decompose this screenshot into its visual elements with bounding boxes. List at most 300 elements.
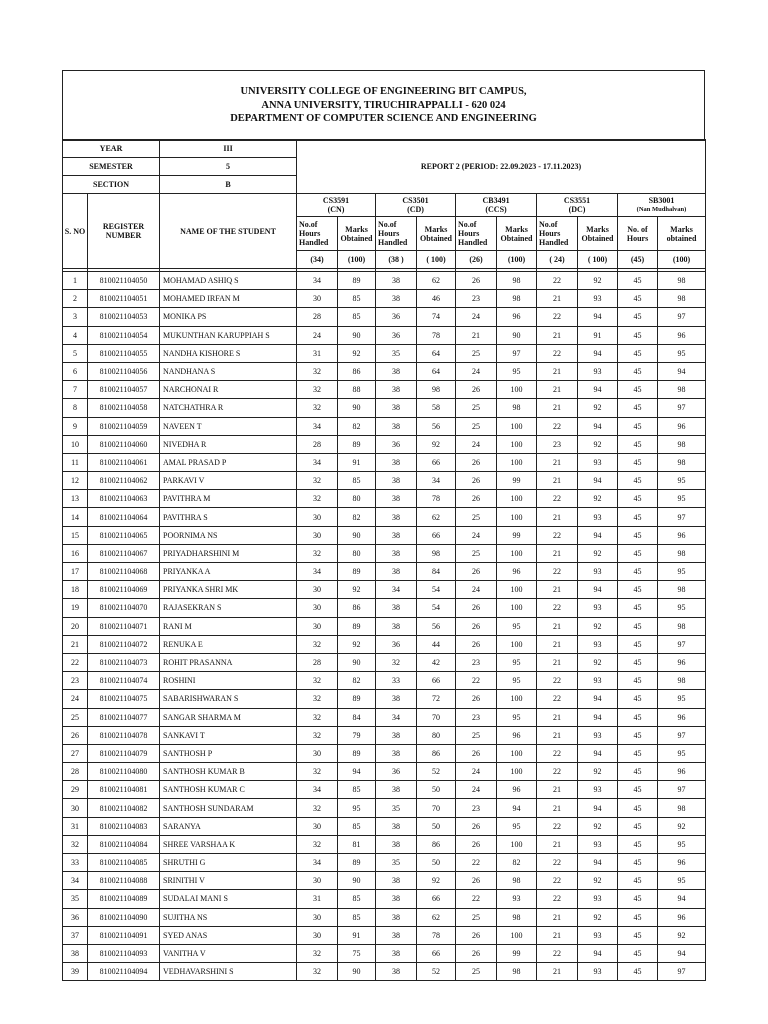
cn-marks-cell: 88 [338,381,376,399]
student-name-cell: SANTHOSH KUMAR C [160,781,297,799]
student-name-cell: MUKUNTHAN KARUPPIAH S [160,326,297,344]
sno-cell: 4 [63,326,88,344]
cn-marks-cell: 85 [338,781,376,799]
sno-cell: 21 [63,635,88,653]
marks-header: Marks Obtained [578,217,618,251]
ccs-hours-cell: 24 [456,763,497,781]
dc-hours-cell: 21 [537,653,578,671]
cn-hours-cell: 30 [297,817,338,835]
dc-hours-cell: 22 [537,272,578,290]
table-row [63,617,706,635]
sb-marks-cell: 97 [658,726,706,744]
semester-label: SEMESTER [63,158,160,176]
sno-cell: 6 [63,362,88,380]
course-header [376,194,456,217]
table-row [63,817,706,835]
cd-hours-cell: 38 [376,544,417,562]
sb-marks-cell: 97 [658,308,706,326]
sno-cell: 34 [63,872,88,890]
sb-marks-cell: 98 [658,435,706,453]
cn-marks-cell: 90 [338,963,376,981]
sb-hours-cell: 45 [618,872,658,890]
ccs-hours-cell: 25 [456,908,497,926]
student-name-cell: ROSHINI [160,672,297,690]
dc-hours-cell: 22 [537,599,578,617]
ccs-hours-cell: 26 [456,472,497,490]
sb-marks-cell: 97 [658,508,706,526]
sno-cell: 39 [63,963,88,981]
name-header: NAME OF THE STUDENT [160,194,297,269]
dc-hours-cell: 22 [537,490,578,508]
dc-hours-cell: 23 [537,435,578,453]
cd-marks-cell: 52 [417,763,456,781]
student-name-cell: ROHIT PRASANNA [160,653,297,671]
sno-cell: 26 [63,726,88,744]
dc-hours-cell: 22 [537,344,578,362]
ccs-marks-cell: 97 [497,344,537,362]
cn-hours-cell: 32 [297,490,338,508]
sb-hours-cell: 45 [618,635,658,653]
cd-marks-cell: 54 [417,599,456,617]
dc-marks-cell: 94 [578,526,618,544]
dc-marks-cell: 93 [578,926,618,944]
dc-hours-cell: 22 [537,526,578,544]
dc-hours-cell: 22 [537,872,578,890]
register-number-cell: 810021104082 [88,799,160,817]
register-number-cell: 810021104073 [88,653,160,671]
section-value: B [160,176,297,194]
ccs-hours-cell: 26 [456,744,497,762]
max-marks: (100) [497,251,537,269]
cn-marks-cell: 81 [338,835,376,853]
student-name-cell: SUDALAI MANI S [160,890,297,908]
ccs-marks-cell: 100 [497,381,537,399]
cd-marks-cell: 34 [417,472,456,490]
ccs-hours-cell: 26 [456,453,497,471]
cn-hours-cell: 28 [297,653,338,671]
cn-marks-cell: 89 [338,617,376,635]
register-number-cell: 810021104055 [88,344,160,362]
sno-cell: 13 [63,490,88,508]
table-row [63,872,706,890]
table-row [63,362,706,380]
student-name-cell: NANDHA KISHORE S [160,344,297,362]
sno-cell: 1 [63,272,88,290]
cd-hours-cell: 34 [376,708,417,726]
table-row [63,744,706,762]
dc-marks-cell: 93 [578,362,618,380]
dc-hours-cell: 21 [537,708,578,726]
cn-hours-cell: 30 [297,599,338,617]
table-row [63,835,706,853]
cn-hours-cell: 30 [297,744,338,762]
ccs-marks-cell: 100 [497,417,537,435]
table-row [63,854,706,872]
register-number-cell: 810021104078 [88,726,160,744]
cd-marks-cell: 78 [417,326,456,344]
sb-marks-cell: 96 [658,653,706,671]
cn-hours-cell: 34 [297,417,338,435]
register-number-cell: 810021104091 [88,926,160,944]
cn-marks-cell: 90 [338,399,376,417]
dc-marks-cell: 93 [578,672,618,690]
dc-marks-cell: 92 [578,872,618,890]
register-number-cell: 810021104077 [88,708,160,726]
cd-hours-cell: 38 [376,399,417,417]
hours-header: No.of Hours Handled [297,217,338,251]
ccs-hours-cell: 25 [456,508,497,526]
cd-marks-cell: 86 [417,744,456,762]
cd-marks-cell: 74 [417,308,456,326]
course-header [618,194,706,217]
dc-hours-cell: 21 [537,381,578,399]
table-row [63,890,706,908]
cd-marks-cell: 42 [417,653,456,671]
dc-marks-cell: 94 [578,799,618,817]
cn-hours-cell: 34 [297,563,338,581]
cd-hours-cell: 38 [376,617,417,635]
sb-marks-cell: 94 [658,362,706,380]
register-number-cell: 810021104093 [88,944,160,962]
sb-marks-cell: 94 [658,944,706,962]
hours-header: No. of Hours [618,217,658,251]
student-name-cell: RANI M [160,617,297,635]
max-hours: ( 24) [537,251,578,269]
sno-cell: 24 [63,690,88,708]
student-name-cell: PARKAVI V [160,472,297,490]
sno-cell: 19 [63,599,88,617]
cd-hours-cell: 36 [376,763,417,781]
ccs-hours-cell: 26 [456,926,497,944]
sno-cell: 23 [63,672,88,690]
sb-hours-cell: 45 [618,290,658,308]
cn-marks-cell: 85 [338,308,376,326]
sb-hours-cell: 45 [618,835,658,853]
ccs-hours-cell: 25 [456,344,497,362]
sb-marks-cell: 92 [658,926,706,944]
dc-hours-cell: 22 [537,763,578,781]
sb-hours-cell: 45 [618,926,658,944]
student-name-cell: SANTHOSH KUMAR B [160,763,297,781]
student-name-cell: SARANYA [160,817,297,835]
student-name-cell: PAVITHRA S [160,508,297,526]
cn-marks-cell: 89 [338,563,376,581]
dc-marks-cell: 92 [578,272,618,290]
student-name-cell: SABARISHWARAN S [160,690,297,708]
ccs-hours-cell: 25 [456,963,497,981]
register-number-cell: 810021104053 [88,308,160,326]
table-row [63,290,706,308]
sb-marks-cell: 97 [658,963,706,981]
cd-marks-cell: 66 [417,944,456,962]
register-number-cell: 810021104062 [88,472,160,490]
dc-marks-cell: 94 [578,854,618,872]
cn-hours-cell: 32 [297,399,338,417]
course-short-name: (CN) [327,205,345,214]
cd-hours-cell: 38 [376,472,417,490]
ccs-marks-cell: 98 [497,872,537,890]
student-name-cell: MOHAMED IRFAN M [160,290,297,308]
year-value: III [160,140,297,158]
dc-marks-cell: 92 [578,399,618,417]
hours-header: No.of Hours Handled [537,217,578,251]
sb-marks-cell: 98 [658,672,706,690]
table-row [63,508,706,526]
ccs-hours-cell: 21 [456,326,497,344]
table-row [63,417,706,435]
sb-marks-cell: 95 [658,563,706,581]
course-short-name: (CD) [407,205,424,214]
cd-marks-cell: 46 [417,290,456,308]
sb-hours-cell: 45 [618,472,658,490]
cd-marks-cell: 50 [417,854,456,872]
cd-hours-cell: 38 [376,781,417,799]
student-name-cell: VEDHAVARSHINI S [160,963,297,981]
student-name-cell: NIVEDHA R [160,435,297,453]
dc-hours-cell: 21 [537,908,578,926]
table-row [63,399,706,417]
cd-marks-cell: 86 [417,835,456,853]
max-marks: ( 100) [578,251,618,269]
register-number-cell: 810021104070 [88,599,160,617]
sb-hours-cell: 45 [618,435,658,453]
sno-cell: 2 [63,290,88,308]
ccs-hours-cell: 22 [456,854,497,872]
cn-marks-cell: 91 [338,926,376,944]
ccs-hours-cell: 26 [456,872,497,890]
sno-cell: 35 [63,890,88,908]
sb-marks-cell: 98 [658,617,706,635]
sb-hours-cell: 45 [618,308,658,326]
register-number-cell: 810021104080 [88,763,160,781]
cn-marks-cell: 85 [338,817,376,835]
sno-cell: 8 [63,399,88,417]
cn-hours-cell: 30 [297,872,338,890]
sno-cell: 36 [63,908,88,926]
sb-hours-cell: 45 [618,362,658,380]
sb-marks-cell: 95 [658,490,706,508]
table-row [63,653,706,671]
ccs-marks-cell: 100 [497,544,537,562]
cn-marks-cell: 89 [338,744,376,762]
sb-marks-cell: 95 [658,472,706,490]
cn-marks-cell: 95 [338,799,376,817]
ccs-hours-cell: 24 [456,362,497,380]
cd-hours-cell: 38 [376,381,417,399]
cn-marks-cell: 91 [338,453,376,471]
table-row [63,708,706,726]
cn-hours-cell: 30 [297,581,338,599]
sb-hours-cell: 45 [618,744,658,762]
sb-marks-cell: 96 [658,417,706,435]
register-number-cell: 810021104060 [88,435,160,453]
course-short-name: (CCS) [485,205,507,214]
ccs-marks-cell: 90 [497,326,537,344]
cn-marks-cell: 94 [338,763,376,781]
table-row [63,581,706,599]
dc-hours-cell: 21 [537,617,578,635]
max-hours: (26) [456,251,497,269]
cn-marks-cell: 80 [338,544,376,562]
cd-hours-cell: 33 [376,672,417,690]
cd-marks-cell: 62 [417,508,456,526]
sb-hours-cell: 45 [618,799,658,817]
dc-marks-cell: 93 [578,726,618,744]
dc-marks-cell: 94 [578,417,618,435]
cd-marks-cell: 70 [417,799,456,817]
student-name-cell: SHRUTHI G [160,854,297,872]
dc-hours-cell: 21 [537,508,578,526]
table-row [63,726,706,744]
table-row [63,526,706,544]
cn-hours-cell: 32 [297,472,338,490]
cn-marks-cell: 82 [338,672,376,690]
ccs-marks-cell: 95 [497,362,537,380]
dc-marks-cell: 93 [578,835,618,853]
sb-marks-cell: 94 [658,890,706,908]
sno-cell: 25 [63,708,88,726]
cn-hours-cell: 30 [297,926,338,944]
cn-hours-cell: 32 [297,944,338,962]
table-row [63,344,706,362]
table-row [63,563,706,581]
cd-hours-cell: 38 [376,690,417,708]
cn-hours-cell: 34 [297,854,338,872]
sb-hours-cell: 45 [618,381,658,399]
cd-hours-cell: 38 [376,526,417,544]
register-number-cell: 810021104051 [88,290,160,308]
header-line-3: DEPARTMENT OF COMPUTER SCIENCE AND ENGINEERING [230,113,537,125]
cd-marks-cell: 62 [417,908,456,926]
dc-hours-cell: 21 [537,453,578,471]
cn-hours-cell: 32 [297,544,338,562]
dc-hours-cell: 21 [537,835,578,853]
cd-marks-cell: 78 [417,926,456,944]
ccs-marks-cell: 100 [497,490,537,508]
cd-hours-cell: 38 [376,944,417,962]
ccs-hours-cell: 24 [456,781,497,799]
sno-cell: 27 [63,744,88,762]
max-marks: (100) [338,251,376,269]
sb-marks-cell: 95 [658,344,706,362]
ccs-hours-cell: 26 [456,835,497,853]
sb-marks-cell: 92 [658,817,706,835]
register-header: REGISTER NUMBER [88,194,160,269]
table-row [63,381,706,399]
cd-marks-cell: 50 [417,781,456,799]
dc-hours-cell: 21 [537,326,578,344]
cd-marks-cell: 92 [417,435,456,453]
table-row [63,781,706,799]
sb-marks-cell: 95 [658,744,706,762]
course-header [297,194,376,217]
report-title: REPORT 2 (PERIOD: 22.09.2023 - 17.11.2023) [297,140,706,194]
cd-marks-cell: 84 [417,563,456,581]
sb-marks-cell: 96 [658,763,706,781]
dc-marks-cell: 94 [578,744,618,762]
cn-hours-cell: 32 [297,672,338,690]
student-name-cell: NAVEEN T [160,417,297,435]
course-header-row [63,194,706,217]
sno-cell: 29 [63,781,88,799]
student-name-cell: SYED ANAS [160,926,297,944]
sb-hours-cell: 45 [618,963,658,981]
cn-hours-cell: 32 [297,763,338,781]
cd-marks-cell: 44 [417,635,456,653]
cn-marks-cell: 86 [338,362,376,380]
cd-hours-cell: 38 [376,908,417,926]
table-row [63,472,706,490]
sno-cell: 37 [63,926,88,944]
ccs-marks-cell: 100 [497,926,537,944]
ccs-marks-cell: 96 [497,563,537,581]
sb-marks-cell: 95 [658,835,706,853]
register-number-cell: 810021104088 [88,872,160,890]
ccs-marks-cell: 95 [497,708,537,726]
cd-hours-cell: 38 [376,744,417,762]
sb-marks-cell: 96 [658,526,706,544]
dc-marks-cell: 93 [578,963,618,981]
dc-marks-cell: 92 [578,908,618,926]
max-hours: (45) [618,251,658,269]
table-row [63,544,706,562]
ccs-marks-cell: 100 [497,763,537,781]
ccs-marks-cell: 100 [497,435,537,453]
cd-hours-cell: 36 [376,308,417,326]
dc-hours-cell: 22 [537,690,578,708]
student-name-cell: RENUKA E [160,635,297,653]
ccs-marks-cell: 95 [497,672,537,690]
student-name-cell: PRIYANKA A [160,563,297,581]
sb-marks-cell: 98 [658,544,706,562]
sb-hours-cell: 45 [618,326,658,344]
year-row [63,140,706,158]
cd-hours-cell: 38 [376,835,417,853]
marks-header: Marks Obtained [417,217,456,251]
max-hours: (34) [297,251,338,269]
dc-marks-cell: 92 [578,490,618,508]
year-label: YEAR [63,140,160,158]
sb-hours-cell: 45 [618,944,658,962]
dc-marks-cell: 92 [578,544,618,562]
dc-marks-cell: 92 [578,653,618,671]
cn-marks-cell: 86 [338,599,376,617]
ccs-marks-cell: 100 [497,690,537,708]
sno-cell: 14 [63,508,88,526]
dc-marks-cell: 94 [578,708,618,726]
sb-marks-cell: 96 [658,854,706,872]
sno-cell: 32 [63,835,88,853]
dc-hours-cell: 21 [537,726,578,744]
table-row [63,944,706,962]
ccs-marks-cell: 99 [497,944,537,962]
ccs-marks-cell: 100 [497,581,537,599]
sb-marks-cell: 97 [658,399,706,417]
sb-marks-cell: 98 [658,381,706,399]
cd-hours-cell: 38 [376,563,417,581]
ccs-hours-cell: 24 [456,308,497,326]
sb-marks-cell: 95 [658,599,706,617]
table-row [63,453,706,471]
sb-hours-cell: 45 [618,581,658,599]
sb-hours-cell: 45 [618,526,658,544]
sb-hours-cell: 45 [618,508,658,526]
cd-marks-cell: 98 [417,544,456,562]
register-number-cell: 810021104064 [88,508,160,526]
sno-cell: 3 [63,308,88,326]
dc-marks-cell: 93 [578,453,618,471]
student-name-cell: MONIKA PS [160,308,297,326]
